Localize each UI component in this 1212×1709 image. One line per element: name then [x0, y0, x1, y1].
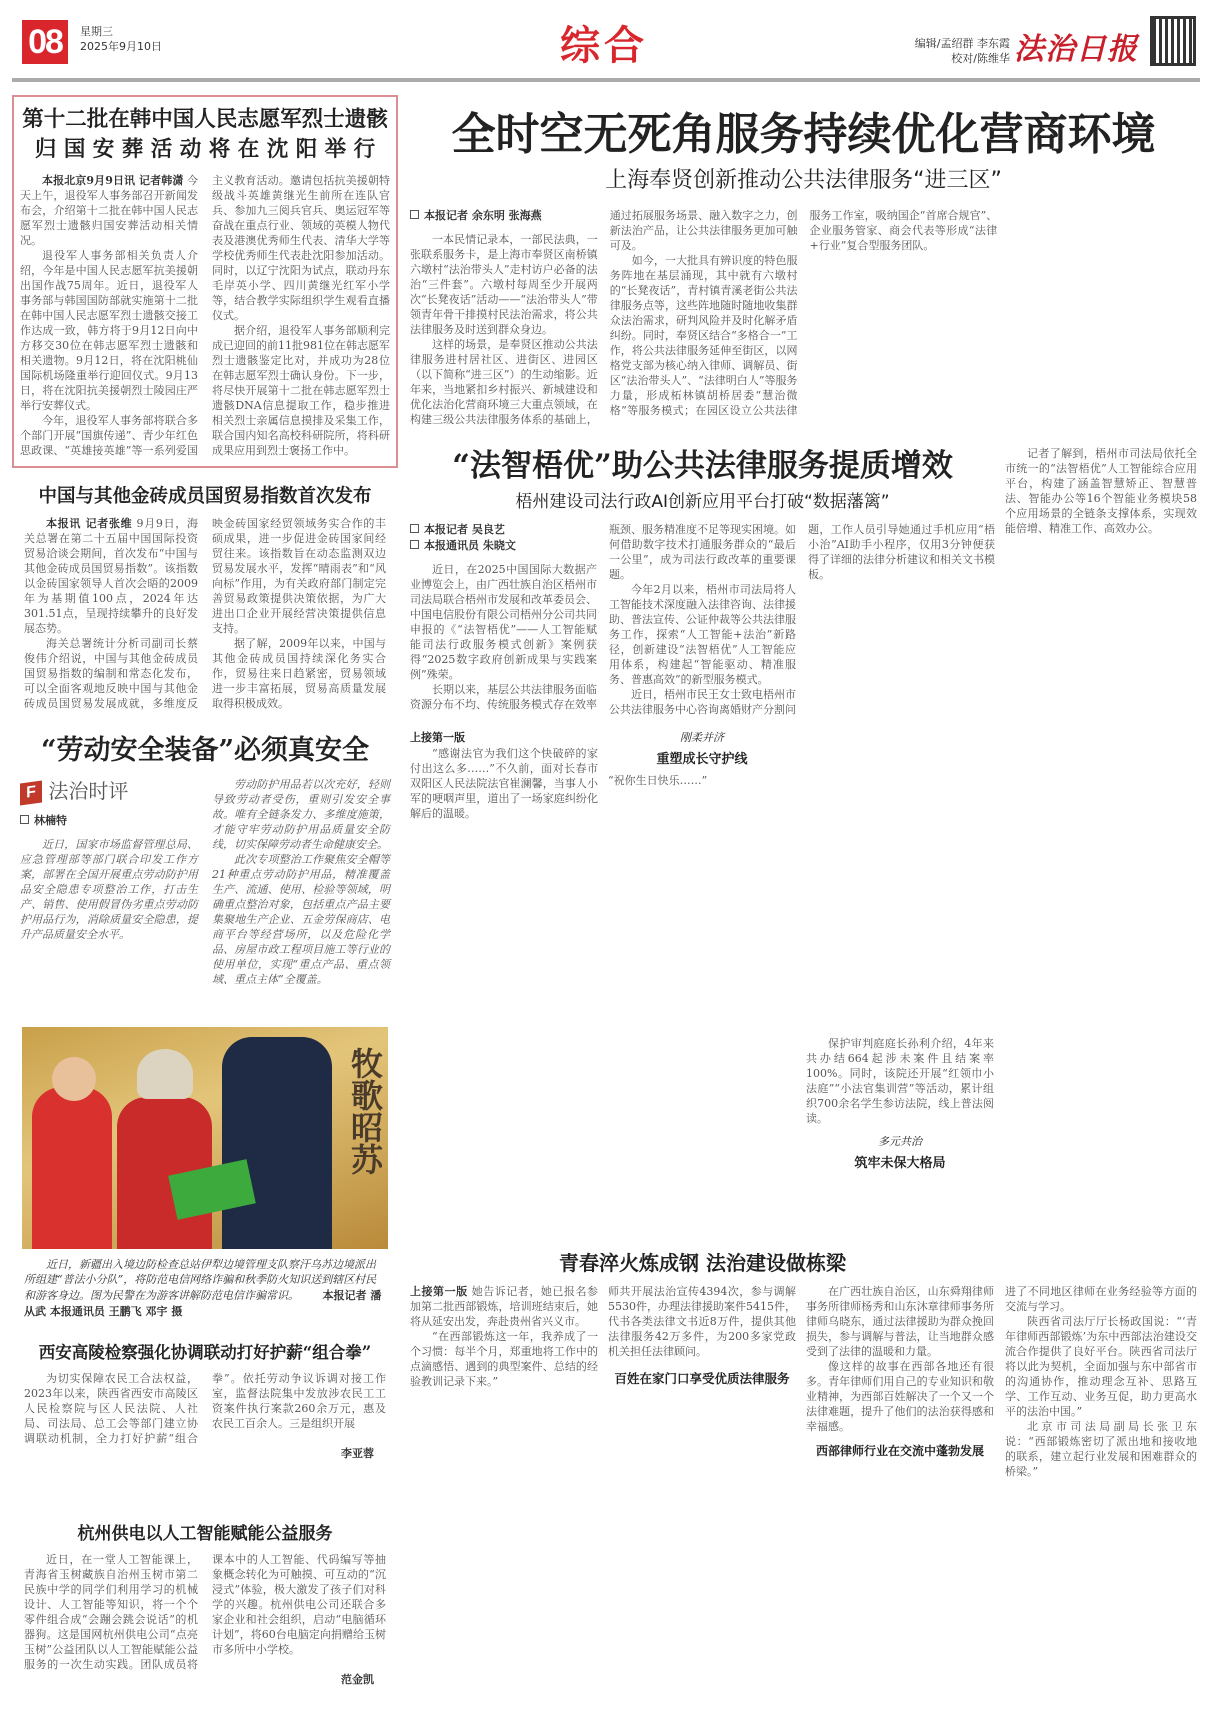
- paragraph: 她告诉记者，她已报名参加第二批西部锻炼，培训班结束后，她将从延安出发，奔赴贵州省兴义市。: [410, 1285, 598, 1328]
- article-subtitle: 梧州建设司法行政AI创新应用平台打破“数据藩篱”: [515, 492, 890, 512]
- paragraph: “感谢法官为我们这个快破碎的家付出这么多……”不久前，面对长春市双阳区人民法院法官崔澜馨，当事人小军的哽咽声里，道出了一场家庭纠纷化解后的温暖。: [410, 747, 598, 820]
- author: 林楠特: [34, 814, 67, 827]
- article-youth-lawyers-col1: [410, 1284, 598, 1389]
- editors: 编辑/孟绍群 李东霞: [914, 37, 1010, 50]
- fazhi-logo-icon: F: [20, 780, 42, 805]
- editor-credits: [860, 36, 1010, 66]
- article-title: 杭州供电以人工智能赋能公益服务: [77, 1524, 333, 1544]
- article-gaoling-procuratorate: [12, 1371, 398, 1446]
- article-title: “劳动安全装备”必须真安全: [40, 735, 370, 766]
- paragraph: “祝你生日快乐……”: [608, 774, 708, 787]
- photo-sign: 牧歌昭苏: [346, 1047, 384, 1175]
- qr-code-icon: [1150, 16, 1196, 66]
- article-brics-trade-index: [12, 516, 398, 711]
- article-hangzhou-power: [12, 1552, 398, 1672]
- article-fazhi-wuyou: [410, 522, 995, 718]
- byline: 本报通讯员 朱晓文: [424, 539, 516, 552]
- article-labor-safety: [12, 777, 398, 987]
- masthead-logo: 法治日报: [1014, 32, 1138, 67]
- paragraph: 劳动防护用品若以次充好，轻则导致劳动者受伤，重则引发安全事故。唯有全链条发力、多维度施策，才能守牢劳动防护用品质量安全防线，切实保障劳动者生命健康安全。: [212, 778, 390, 851]
- author: 李亚蓉: [341, 1447, 374, 1460]
- continued-label: 上接第一版: [410, 731, 465, 744]
- article-lead: 本报讯 记者张维: [46, 517, 133, 530]
- subhead-kicker: 多元共治: [878, 1135, 922, 1148]
- paragraph: 北京市司法局副局长张卫东说：“西部锻炼密切了派出地和接收地的联系，建立起行业发展和困难群众的桥梁。”: [1005, 1420, 1197, 1478]
- author: 范金凯: [341, 1673, 374, 1686]
- paragraph: 近日，在2025中国国际大数据产业博览会上，由广西壮族自治区梧州市司法局联合梧州市发展和改革委员会、中国电信股份有限公司梧州分公司共同申报的《“法智梧优”——人工智能赋能司法行政服务模式创新》案例获得“2025数字政府创新成果与实践案例”殊荣。: [410, 563, 597, 681]
- date-info: [80, 24, 162, 54]
- article-title: 青春淬火炼成钢 法治建设做栋梁: [559, 1251, 846, 1275]
- proofreader: 校对/陈维华: [951, 52, 1010, 65]
- paragraph: 退役军人事务部相关负责人介绍，今年是中国人民志愿军抗美援朝出国作战75周年。近日，退役军人事务部与韩国国防部就实施第十二批在韩中国人民志愿军烈士遗骸交接工作达成一致，韩方将于9月12日向中方移交30位在韩志愿军烈士遗骸和相关遗物。9月12日，将在沈阳桃仙国际机场隆重举行迎回仪式。9月13日，将在沈阳抗美援朝烈士陵园庄严举行安葬仪式。: [20, 249, 198, 412]
- weekday: 星期三: [80, 25, 113, 38]
- photo-caption: [24, 1257, 386, 1319]
- article-juvenile-protection-col3: [806, 1036, 994, 1177]
- byline-marker-icon: [410, 540, 419, 549]
- main-article-body: [410, 208, 1197, 430]
- byline: 本报记者 吴良艺: [424, 523, 505, 536]
- paragraph: 据了解，2009年以来，中国与其他金砖成员国持续深化务实合作，贸易往来日趋紧密，贸易领域进一步丰富拓展，贸易高质量发展取得积极成效。: [212, 637, 386, 710]
- article-youth-lawyers-col4: [1005, 1284, 1197, 1479]
- paragraph: 这样的场景，是奉贤区推动公共法律服务进村居社区、进街区、进园区（以下简称“进三区”）的生动缩影。近年来，当地紧扣乡村振兴、新城建设和优化法治化营商环境三大重点领域，在构建三级公共法律服务体系的基础上，通过拓展服务场景、融入数字之力，创新法治产品，让公共法律服务更加可触可及。: [410, 209, 798, 426]
- paragraph: 一本民情记录本，一部民法典，一张联系服务卡，是上海市奉贤区南桥镇六墩村“法治带头人”走村访户必备的法治“三件套”。六墩村每周至少开展两次“长凳夜话”活动——“法治带头人”带领青年骨干排摸村民法治需求，将公共法律服务及时送到群众身边。: [410, 233, 598, 336]
- paragraph: 海关总署统计分析司副司长蔡俊伟介绍说，中国与其他金砖成员国贸易指数的编制和常态化发布，可以全面客观地反映中国与其他金砖成员国贸易发展成就，多维度反映金砖国家经贸领域务实合作的丰硕成果，进一步促进金砖国家间经贸往来。该指数旨在动态监测双边贸易发展水平，发挥“晴雨表”和“风向标”作用，为有关政府部门制定完善贸易政策提供决策依据，为广大进出口企业开展经营决策提供信息支持。: [24, 517, 386, 710]
- main-headline: 全时空无死角服务持续优化营商环境: [451, 109, 1156, 160]
- column-name: 法治时评: [48, 779, 129, 803]
- subhead-kicker: 刚柔并济: [680, 731, 724, 744]
- paragraph: 如今，一大批具有辨识度的特色服务阵地在基层涌现，其中就有六墩村的“长凳夜话”，青村镇青溪老街公共法律服务点等，这些阵地随时随地收集群众法治需求，研判风险并及时化解矛盾纠纷。同时，奉贤区结合“多格合一”工作，将公共法律服务延伸至街区，以网格党支部为核心纳入律师、调解员、街区“法治带头人”、“法律明白人”等服务力量，形成柘林镇胡桥居委“慧治微格”等服务模式；在园区设立公共法律服务工作室，吸纳国企“首席合规官”、企业服务管家、商会代表等形成“法律+行业”复合型服务团队。: [609, 209, 998, 417]
- paragraph: 在广西壮族自治区，山东舜翔律师事务所律师杨秀和山东沐章律师事务所律师乌晓东，通过法律援助为群众挽回损失，参与调解与普法，让当地群众感受到了法律的温暖和力量。: [806, 1285, 994, 1358]
- subhead: 百姓在家门口享受优质法律服务: [614, 1371, 790, 1386]
- article-title: 中国与其他金砖成员国贸易指数首次发布: [38, 486, 372, 507]
- article-youth-lawyers-col2: [608, 1284, 796, 1393]
- paragraph: 近日，国家市场监督管理总局、应急管理部等部门联合印发工作方案，部署在全国开展重点劳动防护用品安全隐患专项整治工作，打击生产、销售、使用假冒伪劣重点劳动防护用品行为，消除质量安全隐患，提升产品质量安全水平。: [20, 838, 198, 941]
- paragraph: 为切实保障农民工合法权益，2023年以来，陕西省西安市高陵区人民检察院与区人民法院、人社局、司法局、总工会等部门建立协调联动机制，全力打好护薪“组合拳”。依托劳动争议诉调对接工作室，监督法院集中发放涉农民工工资案件执行案款260余万元，惠及农民工百余人。三是组织开展: [24, 1372, 386, 1445]
- person-head: [52, 1057, 96, 1101]
- byline-marker-icon: [20, 815, 29, 824]
- article-title-line2: 归 国 安 葬 活 动 将 在 沈 阳 举 行: [34, 137, 376, 162]
- article-byline: [20, 813, 198, 829]
- paragraph: 陕西省司法厅厅长杨政国说：“‘青年律师西部锻炼’为东中西部法治建设交流合作提供了良好平台。陕西省司法厅将以此为契机，全面加强与东中部省市的沟通协作，推动理念互补、思路互学、工作互动、业务互促，助力更高水平的法治中国。”: [1005, 1315, 1197, 1418]
- article-title: 西安高陵检察强化协调联动打好护薪“组合拳”: [38, 1343, 372, 1362]
- person-hat: [137, 1049, 193, 1099]
- paragraph: 今天上午，退役军人事务部召开新闻发布会，介绍第十二批在韩中国人民志愿军烈士遗骸归国安葬活动相关情况。: [20, 174, 198, 247]
- article-body-right: [212, 777, 390, 987]
- police-officer: [222, 1037, 332, 1249]
- continued-label: 上接第一版: [410, 1285, 468, 1298]
- paragraph: 记者了解到，梧州市司法局依托全市统一的“法智梧优”人工智能综合应用平台，构建了涵盖智慧矫正、智慧普法、智能办公等16个智能业务模块58个应用场景的全链条支撑体系，实现效能倍增、精准工作、高效办公。: [1005, 447, 1197, 535]
- subhead: 重塑成长守护线: [656, 752, 748, 767]
- paragraph: 进了不同地区律师在业务经验等方面的交流与学习。: [1005, 1285, 1197, 1313]
- article-lead: 本报北京9月9日讯 记者韩潇: [42, 174, 184, 187]
- article-remains-repatriation: [12, 95, 398, 468]
- paragraph: 师共开展法治宣传4394次，参与调解5530件，办理法律援助案件5415件，代书各类法律文书近8万件，提供其他法律服务42万多件，为200多家党政机关担任法律顾问。: [608, 1285, 796, 1358]
- byline-marker-icon: [410, 210, 419, 219]
- subhead: 筑牢未保大格局: [854, 1156, 946, 1171]
- paragraph: 保护审判庭庭长孙利介绍，4年来共办结664起涉未案件且结案率100%。同时，该院还开展“红领巾小法庭”“小法官集训营”等活动，累计组织700余名学生参访法院，线上普法阅读。: [806, 1037, 994, 1125]
- paragraph: 近日，在一堂人工智能课上，青海省玉树藏族自治州玉树市第二民族中学的同学们利用学习的机械设计、人工智能等知识，将一个个零件组合成“会蹦会跳会说话”的机器狗。这是国网杭州供电公司“点亮玉树”公益团队以人工智能赋能公益服务的一次生动实践。团队成员将课本中的人工智能、代码编写等抽象概念转化为可触摸、可互动的“沉浸式”体验，极大激发了孩子们对科学的兴趣。杭州供电公司还联合多家企业和社会组织，启动“电脑循环计划”，将60台电脑定向捐赠给玉树市多所中小学校。: [24, 1553, 386, 1671]
- main-subheadline: 上海奉贤创新推动公共法律服务“进三区”: [605, 168, 1002, 193]
- paragraph: 9月9日，海关总署在第二十五届中国国际投资贸易洽谈会期间，首次发布“中国与其他金砖成员国贸易指数”。该指数以金砖国家领导人首次会晤的2009年为基期值100点，2024年达301.51点，呈现持续攀升的良好发展态势。: [24, 517, 198, 635]
- paragraph: “在西部锻炼这一年，我养成了一个习惯：每半个月，郑重地将工作中的点滴感悟、遇到的典型案件、总结的经验教训记录下来。”: [410, 1330, 598, 1388]
- article-body: [20, 173, 390, 458]
- left-column: [12, 95, 398, 1688]
- paragraph: 今年，退役军人事务部将联合多个部门开展“国旗传递”、青少年红色思政课、“英雄接英雄”等一系列爱国主义教育活动。邀请包括抗美援朝特级战斗英雄黄继光生前所在连队官兵、参加九三阅兵官兵、奥运冠军等奋战在重点行业、领域的英模人物代表及港澳优秀师生代表、清华大学等学校优秀师生代表赴沈阳参加活动。同时，以辽宁沈阳为试点，联动丹东毛岸英小学、四川黄继光红军小学等，结合教学实际组织学生观看直播仪式。: [20, 174, 390, 457]
- paragraph: 此次专项整治工作聚焦安全帽等21种重点劳动防护用品，精准覆盖生产、流通、使用、检验等领域，明确重点整治对象，包括重点产品主要集聚地生产企业、五金劳保商店、电商平台等经营场所，以及危险化学品、房屋市政工程项目施工等行业的使用单位，实现“重点产品、重点领域、重点主体”全覆盖。: [212, 853, 390, 986]
- article-juvenile-protection-col1: [410, 730, 598, 821]
- caption-text: 近日，新疆出入境边防检查总站伊犁边境管理支队察汗乌苏边境派出所组建“普法小分队”，将防范电信网络诈骗和秋季防火知识送到辖区村民和游客身边。图为民警在为游客讲解防范电信诈骗常识。: [24, 1258, 377, 1302]
- article-body-left: [20, 777, 198, 987]
- article-title: “法智梧优”助公共法律服务提质增效: [452, 448, 953, 484]
- section-title: 综合: [560, 23, 648, 69]
- header-divider: [12, 78, 1200, 82]
- news-photo: [22, 1027, 388, 1249]
- paragraph: 今年2月以来，梧州市司法局将人工智能技术深度融入法律咨询、法律援助、普法宣传、公证仲裁等公共法律服务工作，探索“人工智能+法治”新路径，创新建设“法智梧优”人工智能应用体系，构建起“智能驱动、精准服务、普惠高效”的新型服务模式。: [609, 583, 796, 686]
- paragraph: 据介绍，退役军人事务部顺利完成已迎回的前11批981位在韩志愿军烈士遗骸鉴定比对，并成功为28位在韩志愿军烈士确认身份。下一步，将尽快开展第十二批在韩志愿军烈士遗骸DNA信息提取工作，稳步推进相关烈士亲属信息摸排及采集工作，联合国内知名高校科研院所，将科研成果应用到烈士褒扬工作中。: [212, 324, 390, 457]
- photo-credit: 本报记者 潘从武 本报通讯员 王鹏飞 邓宇 摄: [24, 1289, 382, 1318]
- article-juvenile-protection-col2: [608, 730, 796, 788]
- page-number: 08: [22, 20, 68, 64]
- article-fazhi-wuyou-right-column: [1005, 446, 1197, 536]
- paragraph: 像这样的故事在西部各地还有很多。青年律师们用自己的专业知识和敬业精神，为西部百姓解决了一个又一个法律难题，提升了他们的法治获得感和幸福感。: [806, 1360, 994, 1433]
- paragraph: 近日，梧州市民王女士致电梧州市公共法律服务中心咨询离婚财产分割问题，工作人员引导她通过手机应用“梧小治”AI助手小程序，仅用3分钟便获得了详细的法律分析建议和相关文书模板。: [609, 523, 995, 716]
- article-youth-lawyers-col3: [806, 1284, 994, 1465]
- paragraph: 长期以来，基层公共法律服务面临资源分布不均、传统服务模式存在效率瓶颈、服务精准度不足等现实困境。如何借助数字技术打通服务群众的“最后一公里”，成为司法行政改革的重要课题。: [410, 523, 796, 711]
- byline-marker-icon: [410, 524, 419, 533]
- subhead: 西部律师行业在交流中蓬勃发展: [815, 1444, 984, 1458]
- column-logo: [20, 777, 198, 805]
- issue-date: 2025年9月10日: [80, 40, 162, 53]
- person-red-jacket: [32, 1087, 112, 1249]
- article-title-line1: 第十二批在韩中国人民志愿军烈士遗骸: [22, 107, 388, 132]
- main-byline: 本报记者 余东明 张海燕: [424, 209, 542, 222]
